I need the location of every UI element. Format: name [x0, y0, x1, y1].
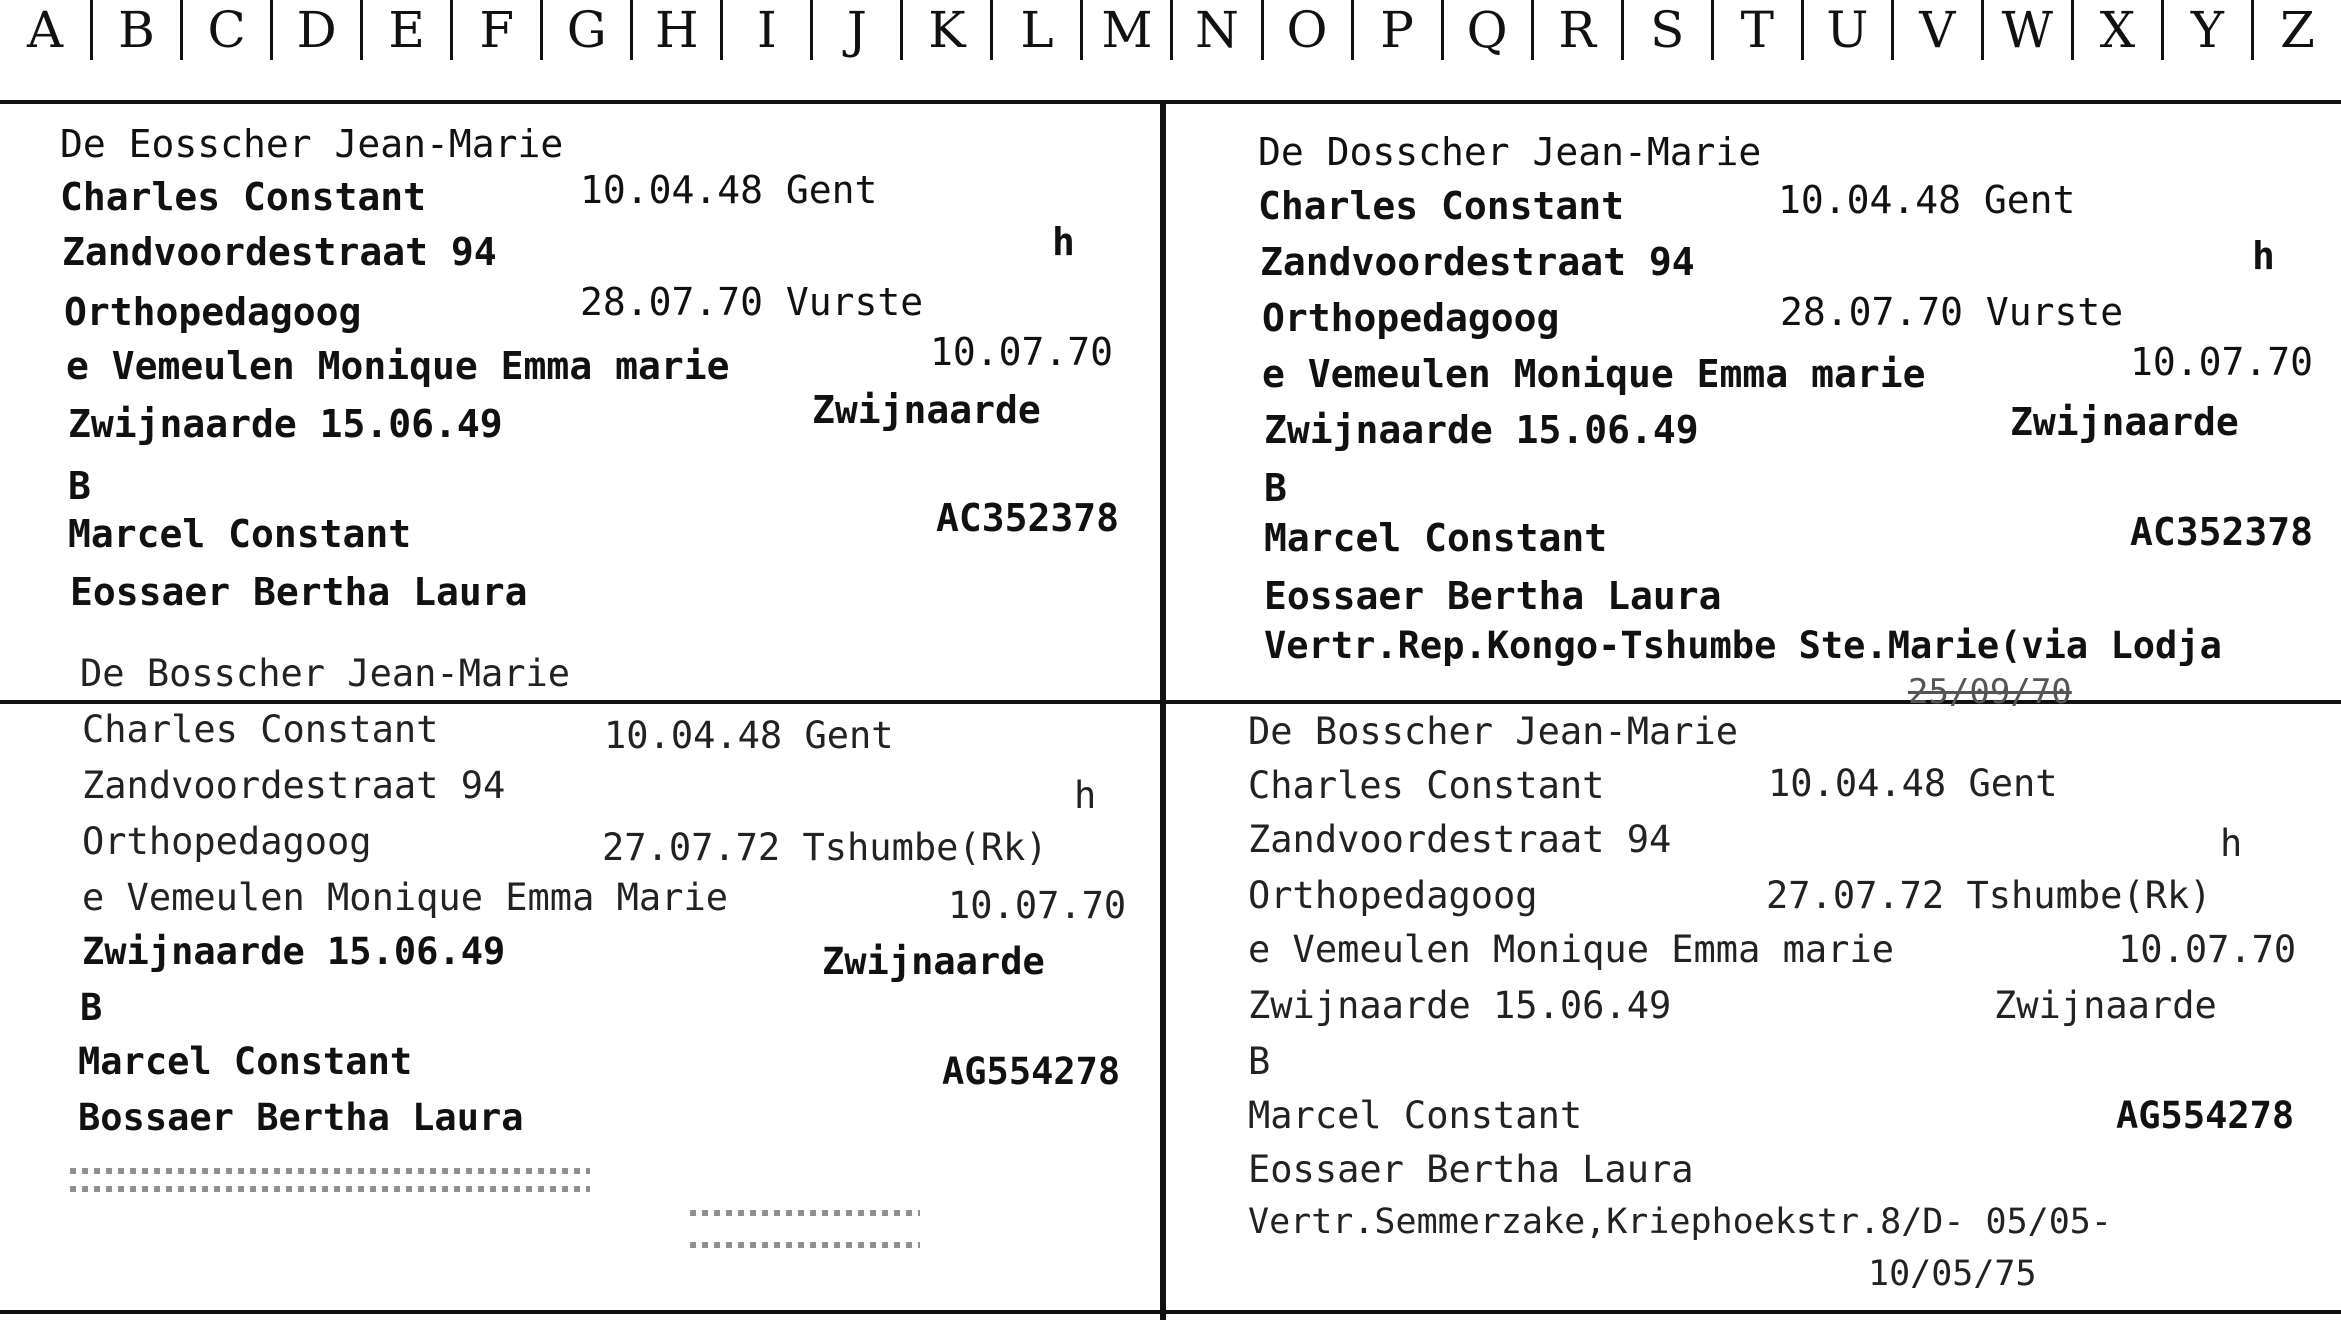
- card-profession: Orthopedagoog: [1248, 874, 1538, 917]
- card-spouse-date: 10.07.70: [2118, 928, 2297, 971]
- card-note-date: 10/05/75: [1868, 1254, 2037, 1294]
- card-profession: Orthopedagoog: [82, 820, 372, 863]
- card-name: De Eosscher Jean-Marie: [60, 122, 564, 166]
- card-place-dob: Zwijnaarde 15.06.49: [68, 402, 503, 446]
- alphabet-letter[interactable]: Y: [2161, 0, 2251, 60]
- card-spouse-date: 10.07.70: [2130, 340, 2314, 384]
- alphabet-letter[interactable]: L: [990, 0, 1080, 60]
- alphabet-letter[interactable]: N: [1170, 0, 1260, 60]
- card-place: Zwijnaarde: [812, 388, 1041, 432]
- card-mark: h: [2252, 234, 2275, 278]
- card-address: Zandvoordestraat 94: [82, 764, 506, 807]
- card-spouse: e Vemeulen Monique Emma marie: [1248, 928, 1895, 971]
- card-code: B: [68, 464, 91, 508]
- card-place-dob: Zwijnaarde 15.06.49: [1264, 408, 1699, 452]
- card-given-names: Charles Constant: [1248, 764, 1605, 807]
- alphabet-letter[interactable]: W: [1981, 0, 2071, 60]
- card-code: B: [1248, 1040, 1271, 1083]
- alphabet-letter[interactable]: P: [1351, 0, 1441, 60]
- alphabet-letter[interactable]: X: [2071, 0, 2161, 60]
- card-name: De Bosscher Jean-Marie: [1248, 710, 1739, 753]
- card-father: Marcel Constant: [68, 512, 412, 556]
- alphabet-letter[interactable]: K: [900, 0, 990, 60]
- card-father: Marcel Constant: [1264, 516, 1608, 560]
- alphabet-letter[interactable]: Z: [2251, 0, 2341, 60]
- alphabet-letter[interactable]: E: [360, 0, 450, 60]
- card-place: Zwijnaarde: [2010, 400, 2239, 444]
- card-address: Zandvoordestraat 94: [1248, 818, 1672, 861]
- card-given-names: Charles Constant: [82, 708, 439, 751]
- card-mother: Eossaer Bertha Laura: [1248, 1148, 1694, 1191]
- card-note: Vertr.Semmerzake,Kriephoekstr.8/D- 05/05-: [1248, 1202, 2112, 1242]
- card-date: 28.07.70 Vurste: [580, 280, 924, 324]
- card-spouse: e Vemeulen Monique Emma Marie: [82, 876, 729, 919]
- card-id: AG554278: [2116, 1094, 2295, 1137]
- card-date: 27.07.72 Tshumbe(Rk): [602, 826, 1048, 869]
- card-mark: h: [2220, 822, 2243, 865]
- card-id: AC352378: [936, 496, 1120, 540]
- card-father: Marcel Constant: [1248, 1094, 1583, 1137]
- alphabet-letter[interactable]: D: [270, 0, 360, 60]
- alphabet-letter[interactable]: H: [630, 0, 720, 60]
- card-mark: h: [1074, 774, 1097, 817]
- card-place-dob: Zwijnaarde 15.06.49: [82, 930, 506, 973]
- alphabet-letter[interactable]: F: [450, 0, 540, 60]
- card-code: B: [1264, 466, 1287, 510]
- card-place: Zwijnaarde: [822, 940, 1045, 983]
- alphabet-letter[interactable]: R: [1531, 0, 1621, 60]
- card-date: 27.07.72 Tshumbe(Rk): [1766, 874, 2212, 917]
- alphabet-letter[interactable]: G: [540, 0, 630, 60]
- card-spouse: e Vemeulen Monique Emma marie: [66, 344, 730, 388]
- card-birth: 10.04.48 Gent: [1768, 762, 2058, 805]
- card-code: B: [80, 986, 103, 1029]
- alphabet-letter[interactable]: T: [1711, 0, 1801, 60]
- card-father: Marcel Constant: [78, 1040, 413, 1083]
- card-address: Zandvoordestraat 94: [62, 230, 497, 274]
- alphabet-letter[interactable]: J: [810, 0, 900, 60]
- card-place: Zwijnaarde: [1994, 984, 2217, 1027]
- alphabet-letter[interactable]: O: [1261, 0, 1351, 60]
- alphabet-letter[interactable]: U: [1801, 0, 1891, 60]
- card-given-names: Charles Constant: [1258, 184, 1625, 228]
- alphabet-letter[interactable]: I: [720, 0, 810, 60]
- card-spouse: e Vemeulen Monique Emma marie: [1262, 352, 1926, 396]
- card-given-names: Charles Constant: [60, 175, 427, 219]
- alphabet-letter[interactable]: C: [180, 0, 270, 60]
- card-note-date: 25/09/70: [1908, 672, 2072, 712]
- alphabet-letter[interactable]: Q: [1441, 0, 1531, 60]
- alphabet-letter[interactable]: V: [1891, 0, 1981, 60]
- card-date: 28.07.70 Vurste: [1780, 290, 2124, 334]
- alphabet-letter[interactable]: S: [1621, 0, 1711, 60]
- card-id: AC352378: [2130, 510, 2314, 554]
- card-profession: Orthopedagoog: [1262, 296, 1560, 340]
- card-spouse-date: 10.07.70: [948, 884, 1127, 927]
- alphabet-letter[interactable]: A: [26, 1, 64, 59]
- alphabet-letter[interactable]: B: [90, 0, 180, 60]
- card-note: Vertr.Rep.Kongo-Tshumbe Ste.Marie(via Lodja: [1264, 624, 2222, 667]
- card-mother: Eossaer Bertha Laura: [1264, 574, 1722, 618]
- card-place-dob: Zwijnaarde 15.06.49: [1248, 984, 1672, 1027]
- card-mark: h: [1052, 220, 1075, 264]
- card-spouse-date: 10.07.70: [930, 330, 1114, 374]
- card-mother: Eossaer Bertha Laura: [70, 570, 528, 614]
- card-birth: 10.04.48 Gent: [1778, 178, 2076, 222]
- card-birth: 10.04.48 Gent: [580, 168, 878, 212]
- card-id: AG554278: [942, 1050, 1121, 1093]
- card-birth: 10.04.48 Gent: [604, 714, 894, 757]
- card-address: Zandvoordestraat 94: [1260, 240, 1695, 284]
- alphabet-letter[interactable]: M: [1080, 0, 1170, 60]
- card-mother: Bossaer Bertha Laura: [78, 1096, 524, 1139]
- card-profession: Orthopedagoog: [64, 290, 362, 334]
- card-name: De Bosscher Jean-Marie: [80, 652, 571, 695]
- card-name: De Dosscher Jean-Marie: [1258, 130, 1762, 174]
